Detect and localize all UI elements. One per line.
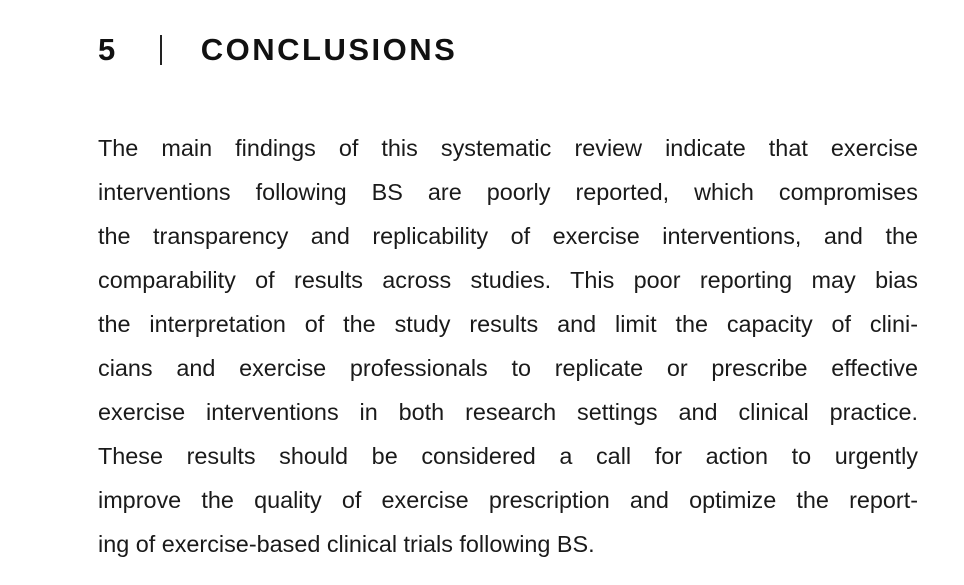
paragraph-line: ing of exercise-based clinical trials following BS.	[98, 531, 595, 557]
paragraph-line: comparability of results across studies. This poor reporting may bias	[98, 267, 918, 293]
paragraph-line: The main findings of this systematic review indicate that exercise	[98, 135, 918, 161]
paragraph-line: These results should be considered a call for action to urgently	[98, 443, 918, 469]
paragraph-line: the transparency and replicability of exercise interventions, and the	[98, 223, 918, 249]
paragraph-line: the interpretation of the study results and limit the capacity of clini-	[98, 311, 918, 337]
section-heading	[98, 32, 457, 68]
conclusions-paragraph	[98, 126, 918, 566]
paragraph-line: improve the quality of exercise prescription and optimize the report-	[98, 487, 918, 513]
section-title: CONCLUSIONS	[200, 32, 458, 67]
section-divider	[160, 35, 162, 65]
section-number: 5	[98, 32, 118, 67]
paragraph-line: cians and exercise professionals to replicate or prescribe effective	[98, 355, 918, 381]
paragraph-line: exercise interventions in both research settings and clinical practice.	[98, 399, 918, 425]
paragraph-line: interventions following BS are poorly reported, which compromises	[98, 179, 918, 205]
